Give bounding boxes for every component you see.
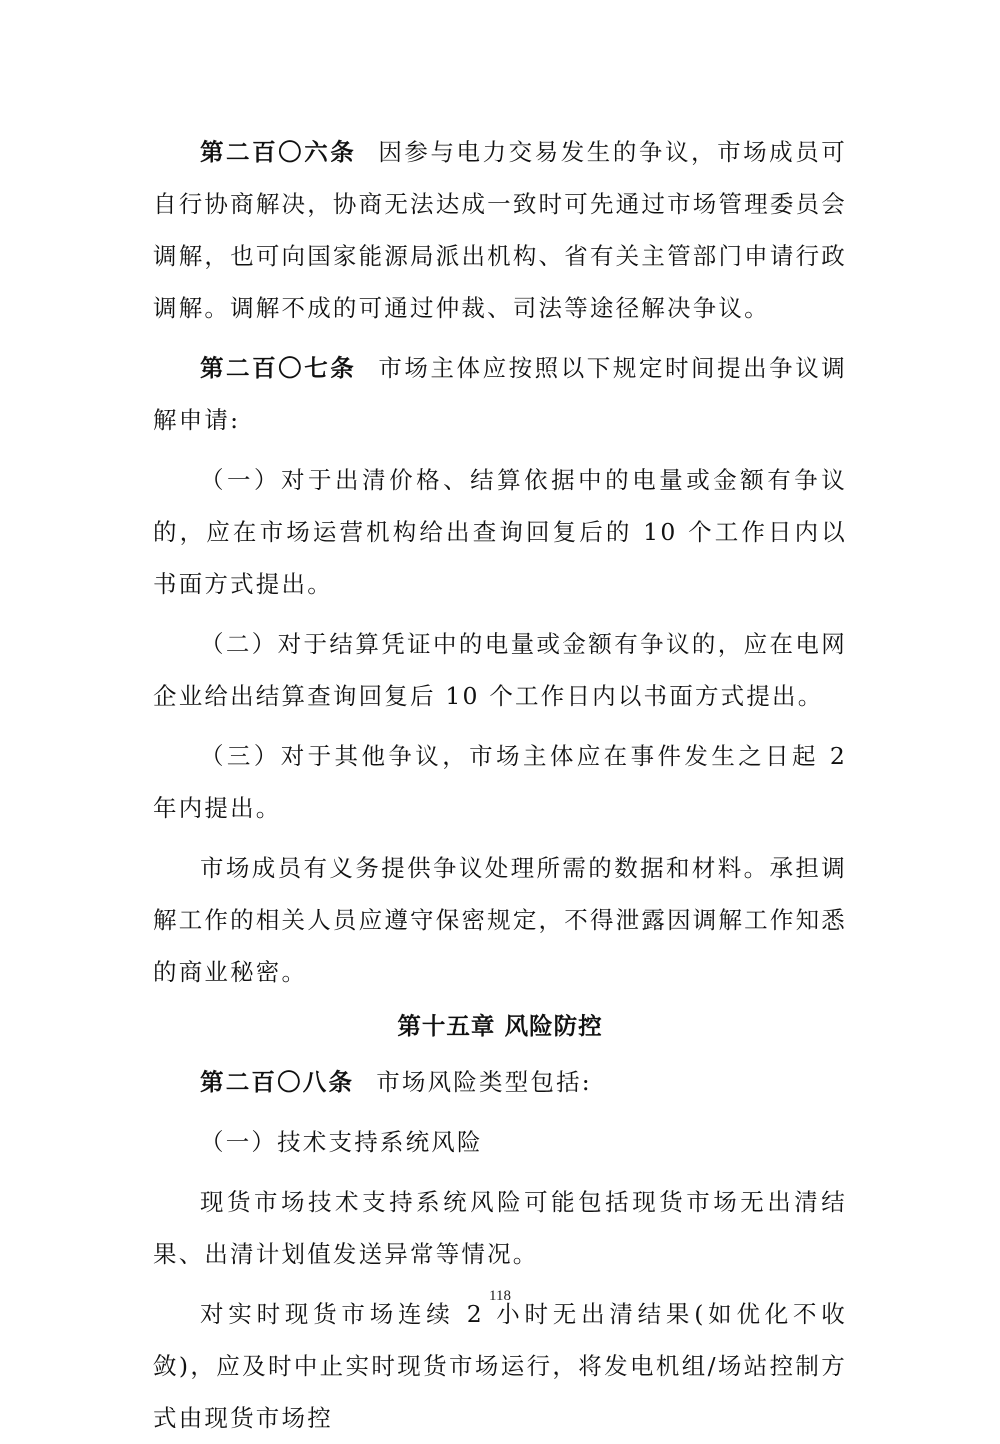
article-207-text: 市场主体应按照以下规定时间提出争议调解申请: [153,354,847,434]
article-207-note: 市场成员有义务提供争议处理所需的数据和材料。承担调解工作的相关人员应遵守保密规定，不得泄露因调解工作知悉的商业秘密。 [153,854,847,986]
article-207-item-3: （三）对于其他争议，市场主体应在事件发生之日起 2 年内提出。 [153,742,847,822]
article-207 [153,342,847,446]
page-number: 118 [489,1288,511,1304]
article-208-item-1: （一）技术支持系统风险 [200,1128,483,1156]
article-208-text: 市场风险类型包括: [376,1068,592,1096]
article-207-item-2: （二）对于结算凭证中的电量或金额有争议的，应在电网企业给出结算查询回复后 10 个工作日内以书面方式提出。 [153,630,847,710]
article-207-label: 第二百〇七条 [200,354,357,382]
article-208-para-1: 现货市场技术支持系统风险可能包括现货市场无出清结果、出清计划值发送异常等情况。 [153,1188,847,1268]
article-207-item-1: （一）对于出清价格、结算依据中的电量或金额有争议的，应在市场运营机构给出查询回复后的 10 个工作日内以书面方式提出。 [153,466,847,598]
article-206-label: 第二百〇六条 [200,138,357,166]
article-206-text: 因参与电力交易发生的争议，市场成员可自行协商解决，协商无法达成一致时可先通过市场管理委员会调解，也可向国家能源局派出机构、省有关主管部门申请行政调解。调解不成的可通过仲裁、司法等途径解决争议。 [153,138,847,322]
chapter-title: 第十五章 风险防控 [397,1012,603,1040]
article-208-label: 第二百〇八条 [200,1068,355,1096]
article-206 [153,126,847,334]
article-208-para-2: 对实时现货市场连续 2 小时无出清结果(如优化不收敛)，应及时中止实时现货市场运行，将发电机组/场站控制方式由现货市场控 [153,1300,847,1432]
article-208 [153,1056,847,1108]
document-page [153,126,847,1444]
